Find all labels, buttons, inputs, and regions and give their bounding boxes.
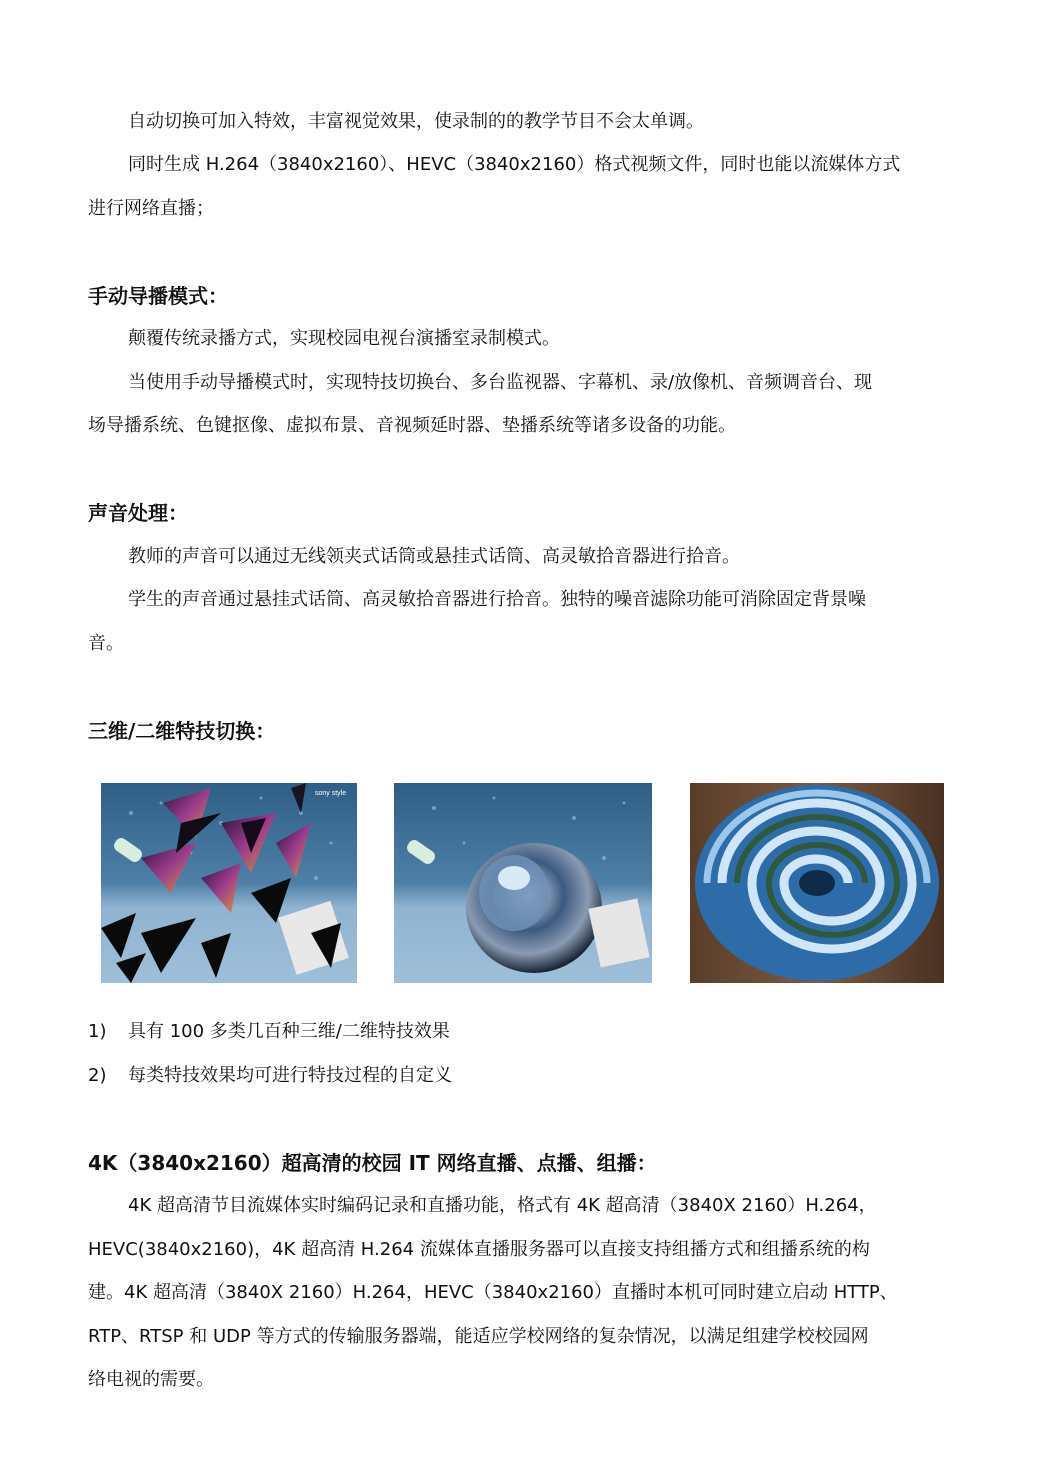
effects-heading: 三维/二维特技切换： bbox=[88, 719, 276, 743]
manual-mode-paragraph-1: 颠覆传统录播方式，实现校园电视台演播室录制模式。 bbox=[128, 328, 560, 349]
streaming-line-3: 建。4K 超高清（3840X 2160）H.264，HEVC（3840x2160）直播时本机可同时建立启动 HTTP、 bbox=[88, 1282, 898, 1303]
image-watermark: sony style bbox=[315, 790, 347, 797]
list-item-text: 具有 100 多类几百种三维/二维特技效果 bbox=[128, 1021, 450, 1042]
intro-line-3: 进行网络直播； bbox=[88, 198, 214, 219]
streaming-heading: 4K（3840x2160）超高清的校园 IT 网络直播、点播、组播： bbox=[88, 1151, 657, 1175]
audio-heading: 声音处理： bbox=[88, 501, 188, 525]
effect-image-shatter bbox=[101, 783, 357, 983]
intro-line-1: 自动切换可加入特效，丰富视觉效果，使录制的的教学节目不会太单调。 bbox=[128, 111, 704, 132]
effects-list-item-1 bbox=[88, 1019, 450, 1045]
effect-image-swirl bbox=[690, 783, 944, 983]
audio-paragraph-2-line-2: 音。 bbox=[88, 633, 124, 654]
streaming-line-5: 络电视的需要。 bbox=[88, 1369, 214, 1390]
list-number: 1) bbox=[88, 1021, 107, 1042]
manual-mode-paragraph-2-line-2: 场导播系统、色键抠像、虚拟布景、音视频延时器、垫播系统等诸多设备的功能。 bbox=[88, 415, 736, 436]
audio-paragraph-2-line-1: 学生的声音通过悬挂式话筒、高灵敏拾音器进行拾音。独特的噪音滤除功能可消除固定背景噪 bbox=[128, 589, 866, 610]
audio-paragraph-1: 教师的声音可以通过无线领夹式话筒或悬挂式话筒、高灵敏拾音器进行拾音。 bbox=[128, 546, 740, 567]
effect-image-page-curl bbox=[394, 783, 652, 983]
manual-mode-heading: 手动导播模式： bbox=[88, 284, 228, 308]
streaming-line-2: HEVC(3840x2160)，4K 超高清 H.264 流媒体直播服务器可以直接支持组播方式和组播系统的构 bbox=[88, 1239, 870, 1260]
list-item-text: 每类特技效果均可进行特技过程的自定义 bbox=[128, 1065, 452, 1086]
manual-mode-paragraph-2-line-1: 当使用手动导播模式时，实现特技切换台、多台监视器、字幕机、录/放像机、音频调音台、现 bbox=[128, 372, 873, 393]
effects-list-item-2 bbox=[88, 1063, 452, 1089]
streaming-line-4: RTP、RTSP 和 UDP 等方式的传输服务器端，能适应学校网络的复杂情况，以满足组建学校校园网 bbox=[88, 1326, 869, 1347]
intro-line-2: 同时生成 H.264（3840x2160）、HEVC（3840x2160）格式视频文件，同时也能以流媒体方式 bbox=[128, 154, 901, 175]
streaming-line-1: 4K 超高清节目流媒体实时编码记录和直播功能，格式有 4K 超高清（3840X 2160）H.264， bbox=[128, 1195, 877, 1216]
list-number: 2) bbox=[88, 1065, 107, 1086]
